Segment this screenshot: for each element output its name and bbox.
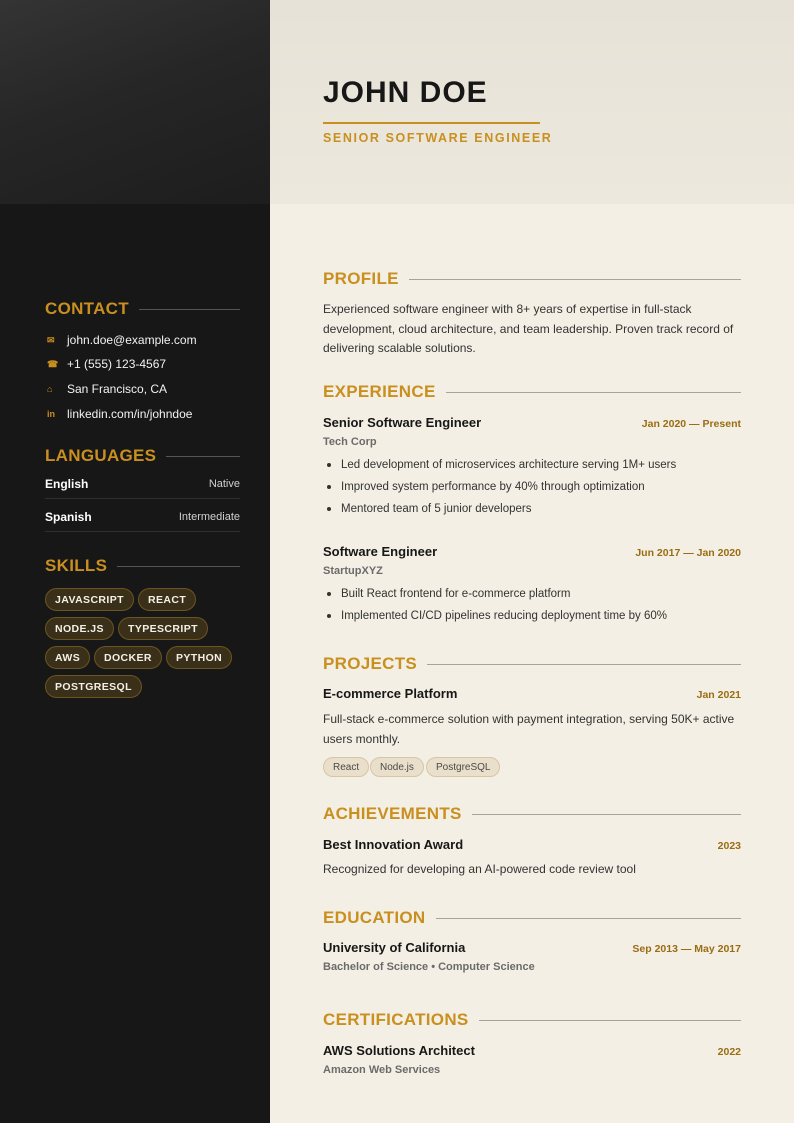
section-rule [427, 664, 741, 665]
list-item [323, 481, 645, 493]
section-rule [479, 1020, 741, 1021]
language-level: Intermediate [178, 511, 240, 523]
contact-linkedin[interactable] [45, 407, 192, 421]
achievement-description: Recognized for developing an AI-powered code review tool [323, 862, 636, 876]
job-role: Senior Software Engineer [323, 415, 482, 430]
section-rule [446, 392, 741, 393]
candidate-name: JOHN DOE [323, 76, 488, 109]
achievement-header [323, 837, 741, 852]
profile-line: Experienced software engineer with 8+ years of expertise in full-stack [323, 302, 692, 316]
skill-tag: AWS [45, 646, 90, 669]
contact-location [45, 382, 167, 396]
job-role: Software Engineer [323, 544, 438, 559]
description-line: Full-stack e-commerce solution with payment integration, serving 50K+ active [323, 712, 735, 726]
experience-heading: EXPERIENCE [323, 382, 436, 401]
profile-summary [323, 300, 741, 359]
skill-tag: TYPESCRIPT [118, 617, 208, 640]
bullet-icon [327, 592, 331, 596]
education-header [323, 940, 741, 955]
job-dates: Jun 2017 — Jan 2020 [635, 547, 741, 559]
company-name: StartupXYZ [323, 565, 383, 577]
bullet-text: Improved system performance by 40% through optimization [341, 481, 645, 493]
section-rule [436, 918, 742, 919]
school-name: University of California [323, 940, 466, 955]
education-section-header [323, 908, 741, 928]
bullet-text: Built React frontend for e-commerce platform [341, 588, 571, 600]
list-item [323, 588, 570, 600]
tech-tag: Node.js [370, 757, 424, 777]
contact-phone[interactable] [45, 357, 166, 371]
job-header [323, 544, 741, 559]
contact-email[interactable] [45, 333, 197, 347]
achievements-heading: ACHIEVEMENTS [323, 804, 462, 823]
section-rule [409, 279, 741, 280]
language-level: Native [208, 478, 240, 490]
bullet-icon [327, 614, 331, 618]
tech-tag: React [323, 757, 369, 777]
skills-section-header [45, 556, 240, 576]
contact-section-header [45, 299, 240, 319]
language-name: Spanish [45, 510, 92, 524]
skill-tag: DOCKER [94, 646, 162, 669]
languages-section-header [45, 446, 240, 466]
title-divider [323, 122, 540, 124]
project-description [323, 710, 741, 749]
skill-tag: JAVASCRIPT [45, 588, 134, 611]
sidebar-header-block [0, 0, 270, 204]
certification-header [323, 1043, 741, 1058]
certification-year: 2022 [717, 1046, 741, 1058]
project-header [323, 686, 741, 701]
list-item [323, 459, 676, 471]
linkedin-icon: in [47, 409, 55, 419]
languages-heading: LANGUAGES [45, 446, 157, 465]
job-header [323, 415, 741, 430]
bullet-text: Implemented CI/CD pipelines reducing deployment time by 60% [341, 610, 667, 622]
bullet-icon [327, 463, 331, 467]
achievement-year: 2023 [717, 840, 741, 852]
contact-heading: CONTACT [45, 299, 129, 318]
bullet-icon [327, 485, 331, 489]
projects-section-header [323, 654, 741, 674]
project-title: E-commerce Platform [323, 686, 458, 701]
language-row [45, 503, 240, 532]
contact-linkedin-text: linkedin.com/in/johndoe [67, 407, 193, 421]
skills-heading: SKILLS [45, 556, 108, 575]
experience-section-header [323, 382, 741, 402]
education-dates: Sep 2013 — May 2017 [632, 943, 741, 955]
degree: Bachelor of Science • Computer Science [323, 961, 535, 973]
certifications-heading: CERTIFICATIONS [323, 1010, 469, 1029]
list-item [323, 503, 532, 515]
list-item [323, 610, 667, 622]
section-rule [139, 309, 240, 310]
section-rule [166, 456, 240, 457]
profile-heading: PROFILE [323, 269, 399, 288]
tech-tag: PostgreSQL [426, 757, 500, 777]
description-line: users monthly. [323, 731, 401, 746]
education-heading: EDUCATION [323, 908, 426, 927]
contact-email-text: john.doe@example.com [67, 333, 197, 347]
language-row [45, 470, 240, 499]
profile-line: delivering scalable solutions. [323, 341, 476, 355]
achievements-section-header [323, 804, 741, 824]
company-name: Tech Corp [323, 436, 377, 448]
skill-tag: POSTGRESQL [45, 675, 142, 698]
project-date: Jan 2021 [696, 689, 741, 701]
bullet-icon [327, 507, 331, 511]
phone-icon: ☎ [47, 358, 59, 369]
bullet-text: Led development of microservices architecture serving 1M+ users [341, 459, 677, 471]
bullet-text: Mentored team of 5 junior developers [341, 503, 532, 515]
email-icon: ✉ [47, 334, 55, 345]
section-rule [117, 566, 240, 567]
skill-tag: REACT [138, 588, 196, 611]
contact-location-text: San Francisco, CA [67, 382, 168, 396]
language-name: English [45, 477, 89, 491]
profile-line: development, cloud architecture, and team leadership. Proven track record of [323, 321, 734, 336]
skill-tag: NODE.JS [45, 617, 114, 640]
job-title: SENIOR SOFTWARE ENGINEER [323, 131, 553, 145]
profile-section-header [323, 269, 741, 289]
skill-tag: PYTHON [166, 646, 232, 669]
home-icon: ⌂ [47, 384, 53, 394]
achievement-title: Best Innovation Award [323, 837, 464, 852]
job-dates: Jan 2020 — Present [641, 418, 741, 430]
certifications-section-header [323, 1010, 741, 1030]
certification-issuer: Amazon Web Services [323, 1064, 441, 1076]
projects-heading: PROJECTS [323, 654, 418, 673]
section-rule [472, 814, 741, 815]
contact-phone-text: +1 (555) 123-4567 [67, 357, 167, 371]
certification-name: AWS Solutions Architect [323, 1043, 475, 1058]
